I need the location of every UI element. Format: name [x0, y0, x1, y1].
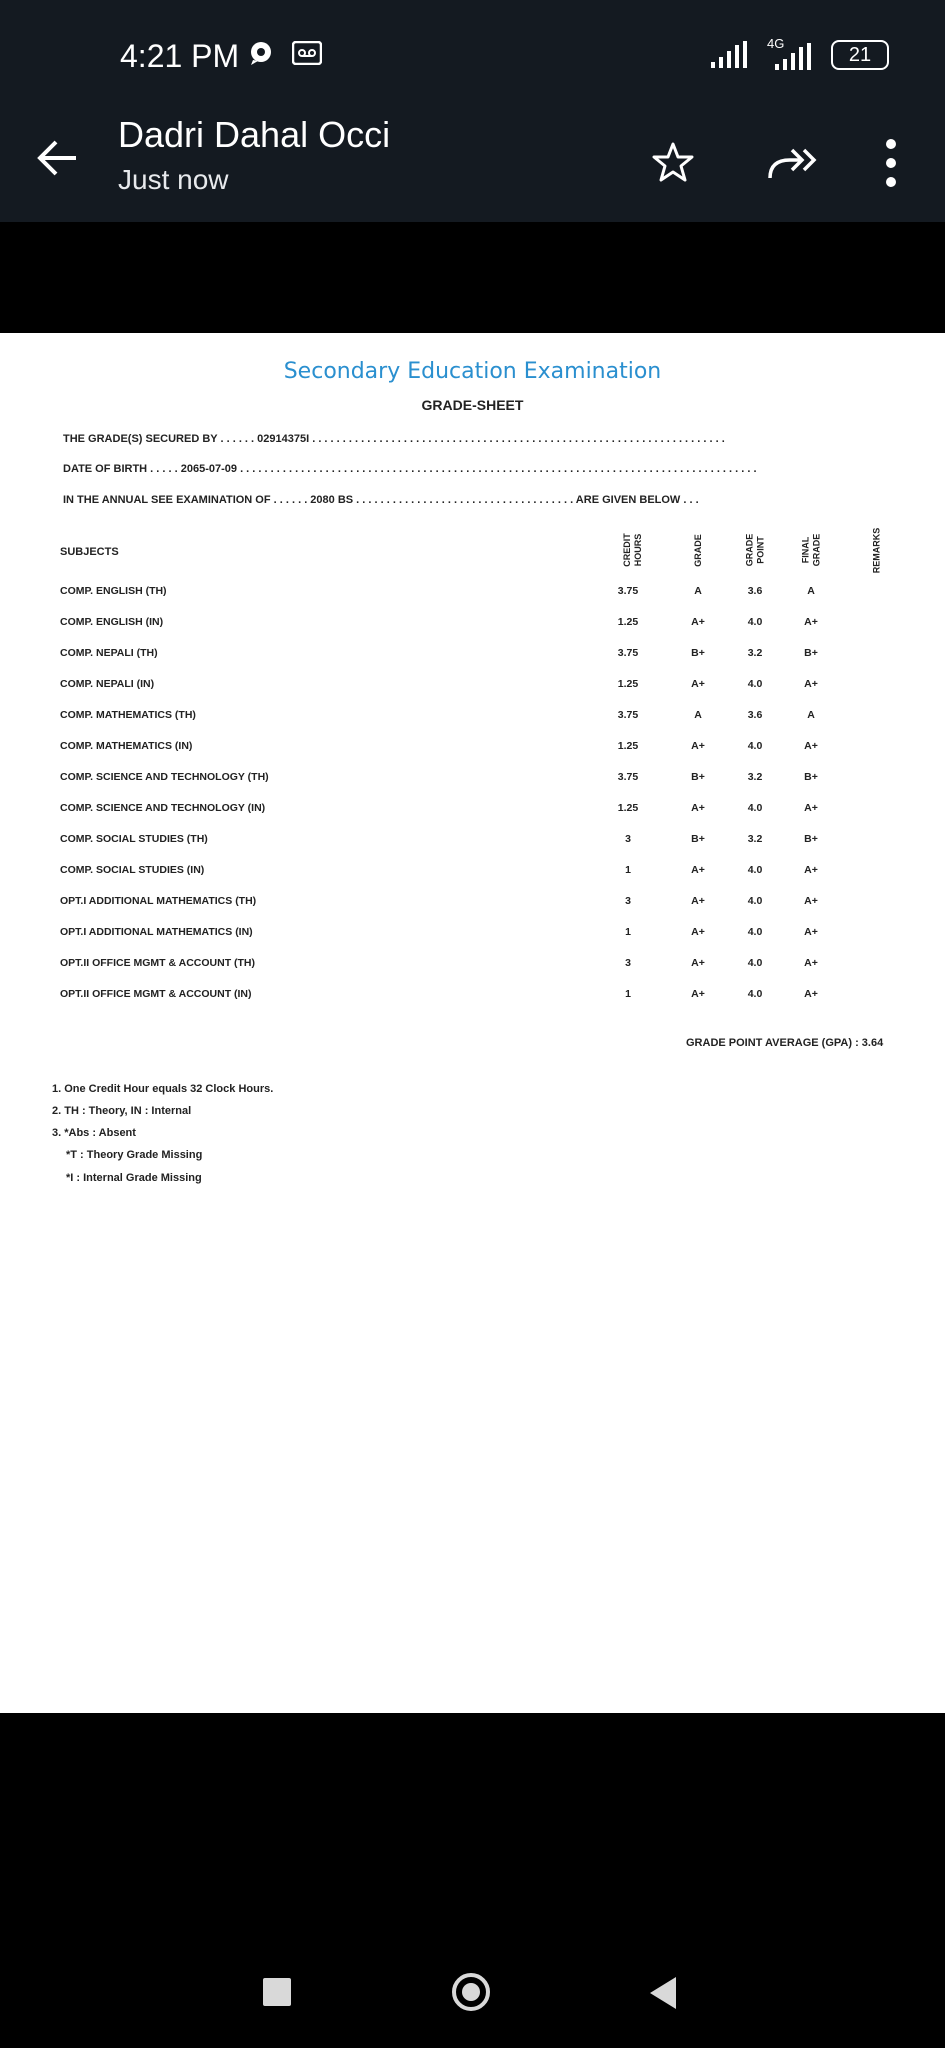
- subject-cell: OPT.I ADDITIONAL MATHEMATICS (IN): [60, 926, 253, 938]
- subject-cell: COMP. SOCIAL STUDIES (IN): [60, 864, 205, 876]
- final-grade-cell: A+: [804, 926, 818, 938]
- grade-point-cell: 4.0: [747, 616, 763, 628]
- exam-title: Secondary Education Examination: [283, 359, 662, 384]
- subject-cell: COMP. SCIENCE AND TECHNOLOGY (IN): [60, 802, 266, 814]
- status-bar: [0, 0, 945, 110]
- final-grade-cell: B+: [804, 771, 818, 783]
- credit-hours-cell: 3: [625, 833, 631, 845]
- home-circle-icon[interactable]: [452, 1973, 490, 2011]
- gpa-summary: GRADE POINT AVERAGE (GPA) : 3.64: [686, 1037, 884, 1049]
- grade-point-cell: 3.2: [747, 647, 763, 659]
- subject-cell: COMP. NEPALI (IN): [60, 678, 155, 690]
- recents-square-icon[interactable]: [263, 1978, 291, 2006]
- final-grade-cell: A+: [804, 895, 818, 907]
- table-row: [0, 829, 945, 853]
- table-row: [0, 674, 945, 698]
- app-bar: [0, 110, 945, 222]
- grade-cell: A+: [691, 740, 705, 752]
- remarks-header: [862, 523, 892, 577]
- grade-point-header-text: GRADE POINT: [744, 533, 766, 567]
- exam-year-line: IN THE ANNUAL SEE EXAMINATION OF . . . . . . 2080 BS . . . . . . . . . . . . . . . . . . . . . . . . . . . . . . . . . . . . ARE GIVEN BELOW . . .: [63, 494, 699, 506]
- credit-hours-cell: 1.25: [617, 740, 639, 752]
- more-options-button[interactable]: [876, 132, 906, 194]
- final-grade-cell: A+: [804, 988, 818, 1000]
- table-row: [0, 581, 945, 605]
- grade-header: [683, 523, 713, 577]
- table-row: [0, 798, 945, 822]
- final-grade-cell: A: [807, 709, 815, 721]
- grade-header-text: GRADE: [692, 533, 703, 567]
- credit-hours-cell: 1: [625, 926, 631, 938]
- subject-cell: OPT.II OFFICE MGMT & ACCOUNT (IN): [60, 988, 252, 1000]
- final-grade-cell: A+: [804, 678, 818, 690]
- grade-cell: A: [694, 709, 702, 721]
- final-grade-cell: A+: [804, 616, 818, 628]
- signal-4g-icon: [765, 38, 815, 72]
- grade-point-cell: 4.0: [747, 740, 763, 752]
- final-grade-cell: B+: [804, 833, 818, 845]
- sender-title: Dadri Dahal Occi: [118, 114, 391, 155]
- star-icon: [650, 140, 696, 186]
- table-row: [0, 922, 945, 946]
- battery-level: 21: [848, 43, 872, 66]
- subject-cell: COMP. SOCIAL STUDIES (TH): [60, 833, 208, 845]
- grade-point-cell: 4.0: [747, 895, 763, 907]
- footnote: 2. TH : Theory, IN : Internal: [52, 1105, 192, 1117]
- final-grade-cell: A: [807, 585, 815, 597]
- credit-hours-cell: 1: [625, 864, 631, 876]
- back-arrow-icon: [32, 132, 84, 184]
- status-time: 4:21 PM: [120, 38, 240, 74]
- credit-hours-cell: 1.25: [617, 616, 639, 628]
- grade-point-cell: 4.0: [747, 988, 763, 1000]
- grade-point-cell: 3.6: [747, 709, 763, 721]
- table-row: [0, 705, 945, 729]
- subject-cell: COMP. ENGLISH (IN): [60, 616, 164, 628]
- subject-cell: COMP. MATHEMATICS (TH): [60, 709, 196, 721]
- grade-cell: A+: [691, 957, 705, 969]
- grade-point-cell: 4.0: [747, 802, 763, 814]
- timestamp-subtitle: Just now: [118, 164, 229, 195]
- footnote: 1. One Credit Hour equals 32 Clock Hours.: [52, 1083, 274, 1095]
- voicemail-icon: [292, 41, 322, 65]
- credit-hours-cell: 1.25: [617, 678, 639, 690]
- grade-point-cell: 3.2: [747, 833, 763, 845]
- final-grade-header-text: FINAL GRADE: [800, 533, 822, 567]
- star-button[interactable]: [650, 140, 696, 186]
- final-grade-cell: A+: [804, 864, 818, 876]
- forward-button[interactable]: [764, 140, 820, 186]
- credit-hours-cell: 3.75: [617, 585, 639, 597]
- subject-cell: OPT.II OFFICE MGMT & ACCOUNT (TH): [60, 957, 256, 969]
- grade-cell: A: [694, 585, 702, 597]
- subject-cell: COMP. NEPALI (TH): [60, 647, 158, 659]
- footnote: *I : Internal Grade Missing: [66, 1172, 202, 1184]
- grade-cell: A+: [691, 802, 705, 814]
- back-triangle-icon[interactable]: [650, 1977, 676, 2009]
- grade-point-cell: 3.2: [747, 771, 763, 783]
- subject-cell: COMP. MATHEMATICS (IN): [60, 740, 193, 752]
- grade-point-cell: 4.0: [747, 678, 763, 690]
- footnote: *T : Theory Grade Missing: [66, 1149, 203, 1161]
- table-row: [0, 643, 945, 667]
- credit-hours-header: [618, 523, 648, 577]
- date-of-birth-line: DATE OF BIRTH . . . . . 2065-07-09 . . . . . . . . . . . . . . . . . . . . . . . . . . . . . . . . . . . . . . . . . . . . . . . . . . . . . . . . . . . . . . . . . . . . . . . . . . . . . . . . . . . . .: [63, 463, 757, 475]
- credit-hours-cell: 3.75: [617, 647, 639, 659]
- grade-point-cell: 4.0: [747, 926, 763, 938]
- subject-cell: COMP. SCIENCE AND TECHNOLOGY (TH): [60, 771, 269, 783]
- grade-sheet-document[interactable]: [0, 333, 945, 1713]
- more-vert-icon: [876, 132, 906, 194]
- table-row: [0, 984, 945, 1008]
- signal-icon: [709, 40, 749, 70]
- table-row: [0, 767, 945, 791]
- table-row: [0, 612, 945, 636]
- credit-hours-cell: 3.75: [617, 771, 639, 783]
- final-grade-header: [796, 523, 826, 577]
- footnote: 3. *Abs : Absent: [52, 1127, 136, 1139]
- subject-cell: OPT.I ADDITIONAL MATHEMATICS (TH): [60, 895, 257, 907]
- grade-cell: A+: [691, 616, 705, 628]
- final-grade-cell: A+: [804, 957, 818, 969]
- grade-cell: A+: [691, 895, 705, 907]
- grade-cell: A+: [691, 988, 705, 1000]
- credit-hours-cell: 1.25: [617, 802, 639, 814]
- grade-point-cell: 3.6: [747, 585, 763, 597]
- subject-cell: COMP. ENGLISH (TH): [60, 585, 167, 597]
- table-row: [0, 860, 945, 884]
- remarks-header-text: REMARKS: [871, 527, 882, 573]
- grade-sheet-heading: GRADE-SHEET: [421, 397, 524, 413]
- credit-hours-header-text: CREDIT HOURS: [622, 533, 643, 567]
- grade-point-cell: 4.0: [747, 864, 763, 876]
- credit-hours-cell: 1: [625, 988, 631, 1000]
- table-row: [0, 953, 945, 977]
- credit-hours-cell: 3.75: [617, 709, 639, 721]
- back-button[interactable]: [32, 132, 84, 184]
- navigation-bar: [0, 1713, 945, 2048]
- grade-cell: A+: [691, 678, 705, 690]
- credit-hours-cell: 3: [625, 957, 631, 969]
- subjects-header: SUBJECTS: [60, 546, 119, 558]
- forward-icon: [764, 140, 820, 186]
- table-row: [0, 891, 945, 915]
- table-row: [0, 736, 945, 760]
- final-grade-cell: B+: [804, 647, 818, 659]
- grade-cell: B+: [691, 833, 705, 845]
- grade-cell: A+: [691, 926, 705, 938]
- grade-point-cell: 4.0: [747, 957, 763, 969]
- network-label: 4G: [767, 36, 785, 51]
- status-icons-right: [709, 38, 889, 72]
- credit-hours-cell: 3: [625, 895, 631, 907]
- chat-bubble-icon: [248, 40, 278, 66]
- grade-cell: B+: [691, 647, 705, 659]
- final-grade-cell: A+: [804, 802, 818, 814]
- battery-icon: [831, 40, 889, 70]
- grade-cell: B+: [691, 771, 705, 783]
- status-icons-left: [248, 40, 322, 66]
- grade-point-header: [740, 523, 770, 577]
- final-grade-cell: A+: [804, 740, 818, 752]
- grades-secured-line: THE GRADE(S) SECURED BY . . . . . . 02914375I . . . . . . . . . . . . . . . . . . . . . . . . . . . . . . . . . . . . . . . . . . . . . . . . . . . . . . . . . . . . . . . . . . . .: [63, 433, 725, 445]
- grade-cell: A+: [691, 864, 705, 876]
